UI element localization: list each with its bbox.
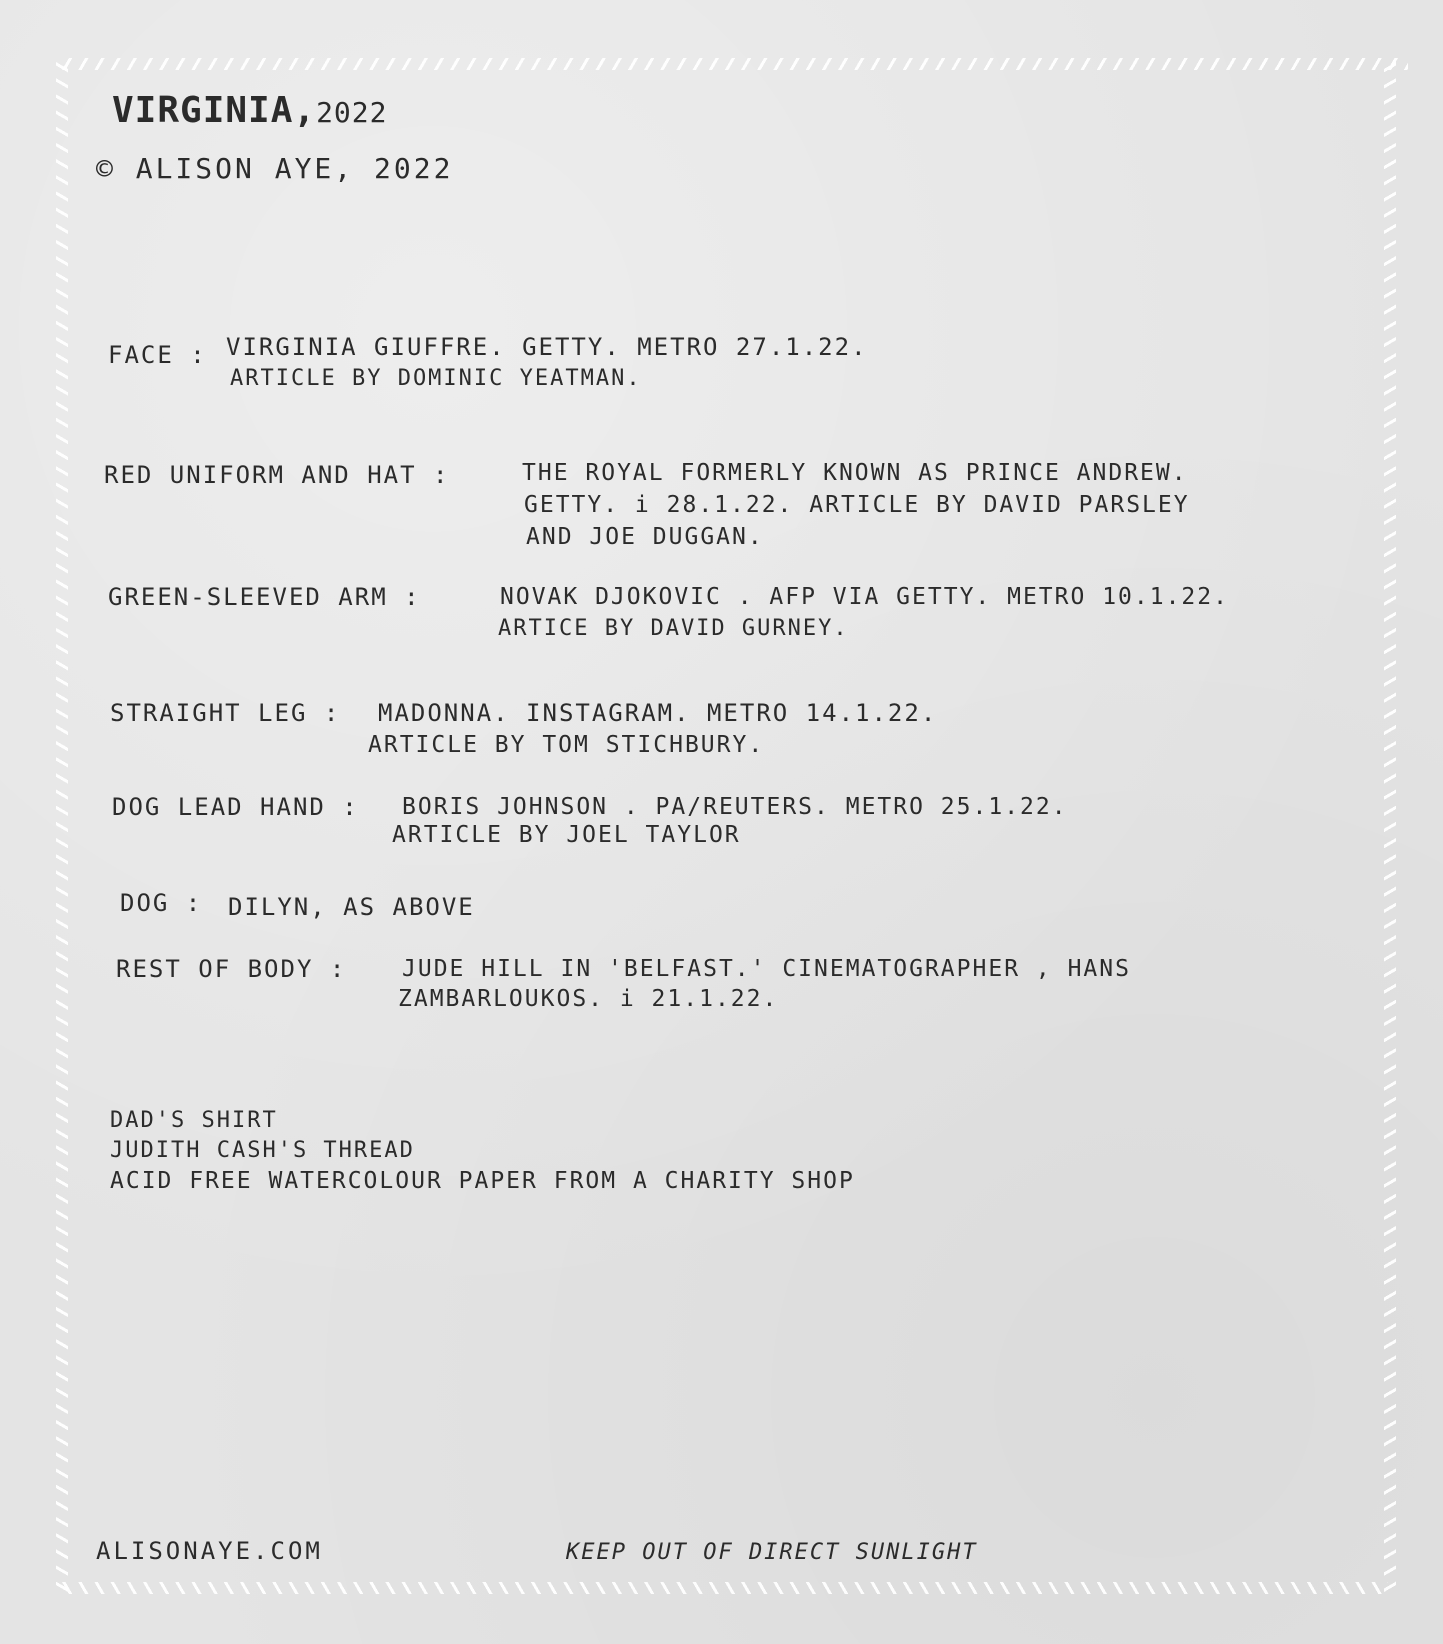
credit-line-face-1: VIRGINIA GIUFFRE. GETTY. METRO 27.1.22. bbox=[226, 333, 868, 361]
artwork-title-year: 2022 bbox=[316, 96, 388, 129]
credit-line-green-sleeved-arm-2: ARTICE BY DAVID GURNEY. bbox=[498, 616, 849, 641]
credit-label-red-uniform: RED UNIFORM AND HAT : bbox=[104, 461, 450, 489]
credit-label-green-sleeved-arm: GREEN-SLEEVED ARM : bbox=[108, 583, 421, 611]
stitched-border-top bbox=[62, 58, 1408, 70]
artwork-title-name: VIRGINIA, bbox=[112, 90, 317, 131]
stitched-border-right bbox=[1384, 62, 1396, 1592]
credit-line-red-uniform-2: GETTY. i 28.1.22. ARTICLE BY DAVID PARSLEY bbox=[524, 492, 1190, 518]
credit-line-dog-1: DILYN, AS ABOVE bbox=[228, 893, 475, 921]
credit-line-straight-leg-1: MADONNA. INSTAGRAM. METRO 14.1.22. bbox=[378, 699, 938, 727]
stitched-border-bottom bbox=[62, 1582, 1388, 1594]
stitched-border-left bbox=[56, 62, 68, 1592]
website-footer: ALISONAYE.COM bbox=[96, 1537, 323, 1565]
material-item: JUDITH CASH'S THREAD bbox=[110, 1138, 415, 1163]
credit-label-straight-leg: STRAIGHT LEG : bbox=[110, 699, 341, 727]
credit-line-green-sleeved-arm-1: NOVAK DJOKOVIC . AFP VIA GETTY. METRO 10.1.22. bbox=[500, 584, 1229, 610]
credit-line-rest-of-body-2: ZAMBARLOUKOS. i 21.1.22. bbox=[398, 986, 779, 1012]
copyright-notice: © ALISON AYE, 2022 bbox=[96, 152, 454, 185]
credit-line-dog-lead-hand-1: BORIS JOHNSON . PA/REUTERS. METRO 25.1.22. bbox=[402, 794, 1068, 820]
care-instruction-footer: KEEP OUT OF DIRECT SUNLIGHT bbox=[566, 1540, 978, 1565]
material-item: DAD'S SHIRT bbox=[110, 1108, 278, 1133]
artwork-title bbox=[112, 90, 388, 131]
credit-label-face: FACE : bbox=[108, 341, 207, 369]
credit-line-face-2: ARTICLE BY DOMINIC YEATMAN. bbox=[230, 366, 642, 391]
credit-line-straight-leg-2: ARTICLE BY TOM STICHBURY. bbox=[368, 732, 765, 758]
credit-label-dog: DOG : bbox=[120, 889, 203, 917]
credit-label-dog-lead-hand: DOG LEAD HAND : bbox=[112, 793, 359, 821]
credit-label-rest-of-body: REST OF BODY : bbox=[116, 955, 347, 983]
credit-line-rest-of-body-1: JUDE HILL IN 'BELFAST.' CINEMATOGRAPHER , HANS bbox=[402, 956, 1131, 982]
material-item: ACID FREE WATERCOLOUR PAPER FROM A CHARITY SHOP bbox=[110, 1168, 855, 1194]
credit-line-dog-lead-hand-2: ARTICLE BY JOEL TAYLOR bbox=[392, 822, 741, 848]
credit-line-red-uniform-3: AND JOE DUGGAN. bbox=[526, 524, 764, 550]
credit-line-red-uniform-1: THE ROYAL FORMERLY KNOWN AS PRINCE ANDREW. bbox=[522, 460, 1188, 486]
